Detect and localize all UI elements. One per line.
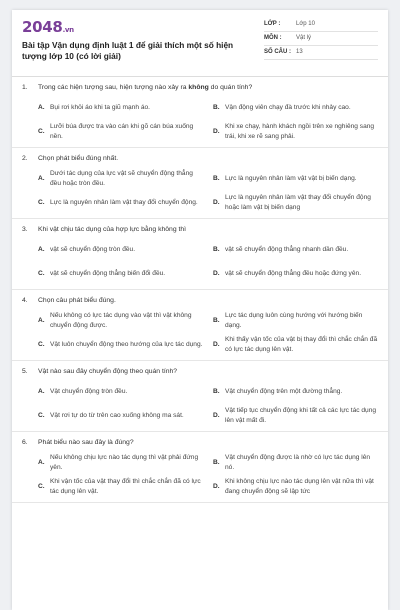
option-text: Vật chuyển động trên một đường thẳng. xyxy=(225,388,343,395)
question-1 xyxy=(12,77,388,148)
option-text: Khi vận tốc của vật thay đổi thì chắc chắn đã có lực tác dụng lên vật. xyxy=(50,478,201,495)
answer-options xyxy=(22,168,378,214)
question-number: 2. xyxy=(22,155,28,162)
question-text xyxy=(22,296,378,306)
option-letter: B. xyxy=(213,459,220,466)
meta-key: MÔN : xyxy=(264,35,282,41)
question-list xyxy=(12,77,388,503)
option-text: Vật chuyển động tròn đều. xyxy=(50,388,128,395)
option-text: vật sẽ chuyển động thẳng nhanh dần đều. xyxy=(225,246,349,253)
question-text-before: Trong các hiện tượng sau, hiện tượng nào xảy ra xyxy=(38,84,189,91)
question-text xyxy=(22,367,378,377)
answer-option[interactable] xyxy=(38,476,203,498)
answer-option[interactable] xyxy=(213,168,378,190)
option-letter: B. xyxy=(213,104,220,111)
option-text: Vật rơi tự do từ trên cao xuống không ma sát. xyxy=(50,412,184,419)
option-letter: A. xyxy=(38,104,45,111)
option-text: Nếu không chịu lực nào tác dụng thì vật phải đứng yên. xyxy=(50,454,199,471)
option-text: Lực là nguyên nhân làm vật vật bị biến dạng. xyxy=(225,175,357,182)
answer-option[interactable] xyxy=(38,263,203,285)
option-letter: A. xyxy=(38,317,45,324)
question-body xyxy=(38,225,186,235)
meta-info xyxy=(250,18,378,72)
answer-option[interactable] xyxy=(38,381,203,403)
answer-option[interactable] xyxy=(38,334,203,356)
option-text: Lưỡi búa được tra vào cán khi gõ cán búa xuống nền. xyxy=(50,123,194,140)
question-text-before: Vật nào sau đây chuyển động theo quán tính? xyxy=(38,368,178,375)
option-letter: D. xyxy=(213,483,220,490)
option-text: Dưới tác dụng của lực vật sẽ chuyển động thẳng đều hoặc tròn đều. xyxy=(50,170,193,187)
option-letter: D. xyxy=(213,199,220,206)
question-4 xyxy=(12,290,388,361)
logo-main: 2048 xyxy=(22,18,63,36)
page-title: Bài tập Vận dụng định luật 1 để giải thích một số hiện tượng lớp 10 (có lời giải) xyxy=(22,40,234,61)
answer-option[interactable] xyxy=(38,192,203,214)
option-letter: D. xyxy=(213,341,220,348)
question-body xyxy=(38,367,177,377)
option-text: Lực là nguyên nhân làm vật thay đổi chuyển động hoặc làm vật bị biến dạng xyxy=(225,194,371,211)
meta-row-subject xyxy=(264,32,378,46)
answer-option[interactable] xyxy=(38,452,203,474)
option-text: Khi không chịu lực nào tác dụng lên vật nữa thì vật đang chuyển động sẽ lập tức xyxy=(225,478,374,495)
option-letter: B. xyxy=(213,388,220,395)
meta-value: 13 xyxy=(296,49,303,55)
meta-value: Vật lý xyxy=(296,35,312,41)
answer-option[interactable] xyxy=(213,405,378,427)
question-text-before: Chọn phát biểu đúng nhất. xyxy=(38,155,119,162)
site-logo[interactable] xyxy=(22,18,250,36)
option-text: vật sẽ chuyển động thẳng đều hoặc đứng yên. xyxy=(225,270,362,277)
answer-option[interactable] xyxy=(38,239,203,261)
meta-key: LỚP : xyxy=(264,21,281,27)
answer-option[interactable] xyxy=(213,476,378,498)
option-letter: B. xyxy=(213,175,220,182)
question-body xyxy=(38,154,118,164)
answer-option[interactable] xyxy=(213,334,378,356)
option-letter: A. xyxy=(38,246,45,253)
option-letter: A. xyxy=(38,175,45,182)
meta-key: SỐ CÂU : xyxy=(264,49,291,55)
question-number: 5. xyxy=(22,368,28,375)
option-text: Vật chuyển động được là nhờ có lực tác dụng lên nó. xyxy=(225,454,371,471)
meta-value: Lớp 10 xyxy=(296,21,315,27)
answer-option[interactable] xyxy=(213,192,378,214)
question-text-before: Khi vật chịu tác dụng của hợp lực bằng không thì xyxy=(38,226,187,233)
option-letter: C. xyxy=(38,199,45,206)
option-text: vật sẽ chuyển động thẳng biến đổi đều. xyxy=(50,270,166,277)
option-text: Khi thấy vận tốc của vật bị thay đổi thì chắc chắn đã có lực tác dụng lên vật. xyxy=(225,336,378,353)
question-5 xyxy=(12,361,388,432)
option-letter: B. xyxy=(213,246,220,253)
answer-option[interactable] xyxy=(38,121,203,143)
answer-options xyxy=(22,239,378,285)
option-letter: C. xyxy=(38,483,45,490)
page-header xyxy=(12,10,388,72)
question-number: 3. xyxy=(22,226,28,233)
question-number: 1. xyxy=(22,84,28,91)
answer-option[interactable] xyxy=(38,310,203,332)
question-text-bold: không xyxy=(188,84,209,91)
answer-options xyxy=(22,310,378,356)
option-letter: D. xyxy=(213,128,220,135)
question-body xyxy=(38,438,134,448)
question-3 xyxy=(12,219,388,290)
answer-option[interactable] xyxy=(213,310,378,332)
option-letter: A. xyxy=(38,388,45,395)
question-2 xyxy=(12,148,388,219)
answer-options xyxy=(22,97,378,143)
option-letter: D. xyxy=(213,412,220,419)
question-text-before: Phát biểu nào sau đây là đúng? xyxy=(38,439,134,446)
option-text: Lực tác dụng luôn cùng hướng với hướng biến dạng. xyxy=(225,312,363,329)
option-text: Nếu không có lực tác dụng vào vật thì vật không chuyển động được. xyxy=(50,312,192,329)
logo-suffix: .vn xyxy=(62,26,74,34)
answer-option[interactable] xyxy=(213,263,378,285)
question-text xyxy=(22,154,378,164)
option-letter: B. xyxy=(213,317,220,324)
question-text-after: do quán tính? xyxy=(208,84,253,91)
answer-option[interactable] xyxy=(213,381,378,403)
option-text: Lực là nguyên nhân làm vật thay đổi chuyển động. xyxy=(50,199,198,206)
meta-row-grade xyxy=(264,18,378,32)
option-letter: C. xyxy=(38,270,45,277)
question-text xyxy=(22,225,378,235)
option-text: Vật tiếp tục chuyển động khi tất cả các lực tác dụng lên vật mất đi. xyxy=(225,407,377,424)
option-text: Bụi rơi khỏi áo khi ta giũ mạnh áo. xyxy=(50,104,150,111)
worksheet-page xyxy=(12,10,388,610)
option-text: Vật luôn chuyển động theo hướng của lực tác dụng. xyxy=(50,341,203,348)
answer-option[interactable] xyxy=(213,121,378,143)
option-letter: C. xyxy=(38,341,45,348)
answer-option[interactable] xyxy=(38,168,203,190)
answer-option[interactable] xyxy=(213,97,378,119)
answer-options xyxy=(22,381,378,427)
question-text-before: Chọn câu phát biểu đúng. xyxy=(38,297,116,304)
answer-option[interactable] xyxy=(38,97,203,119)
option-letter: C. xyxy=(38,128,45,135)
answer-option[interactable] xyxy=(213,452,378,474)
answer-option[interactable] xyxy=(38,405,203,427)
question-text xyxy=(22,438,378,448)
question-text xyxy=(22,83,378,93)
option-text: vật sẽ chuyển động tròn đều. xyxy=(50,246,136,253)
option-letter: A. xyxy=(38,459,45,466)
option-text: Vận động viên chạy đà trước khi nhảy cao. xyxy=(225,104,351,111)
option-letter: D. xyxy=(213,270,220,277)
header-left xyxy=(22,18,250,72)
option-text: Khi xe chạy, hành khách ngồi trên xe nghiêng sang trái, khi xe rẽ sang phải. xyxy=(225,123,375,140)
answer-option[interactable] xyxy=(213,239,378,261)
question-body xyxy=(38,83,252,93)
question-number: 6. xyxy=(22,439,28,446)
question-body xyxy=(38,296,116,306)
meta-row-count xyxy=(264,46,378,60)
question-6 xyxy=(12,432,388,503)
option-letter: C. xyxy=(38,412,45,419)
question-number: 4. xyxy=(22,297,28,304)
answer-options xyxy=(22,452,378,498)
